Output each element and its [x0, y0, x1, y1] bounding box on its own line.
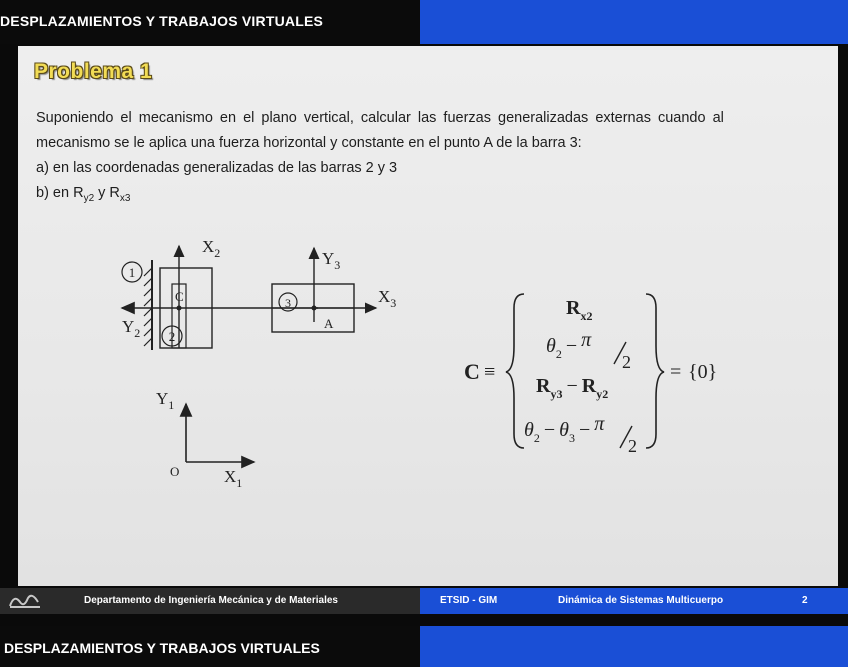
- label-o: O: [170, 464, 180, 479]
- label-x2: $X_2$: [202, 237, 221, 260]
- next-slide-title-bar: [0, 626, 848, 667]
- label-x1: $X_1$: [224, 467, 243, 490]
- title-bar-right: [420, 0, 848, 44]
- department-logo-icon: [8, 592, 42, 610]
- row1-term: $R_{x2}$: [566, 297, 593, 323]
- equation-equals: =: [670, 361, 682, 383]
- constraint-equation: [464, 294, 717, 456]
- label-y3: $Y_3$: [322, 249, 341, 272]
- right-brace: [646, 294, 664, 448]
- row2-term: $\theta_2 - \pi$: [546, 329, 592, 361]
- row2-denominator: 2: [622, 352, 631, 372]
- row4-denominator: 2: [628, 436, 637, 456]
- item-b: b) en $R_{y2}$ y $R_{x3}$: [36, 185, 131, 204]
- top-title-bar: [0, 0, 848, 44]
- label-3: 3: [285, 296, 291, 310]
- footer-course: Dinámica de Sistemas Multicuerpo: [558, 595, 724, 606]
- footer-department: Departamento de Ingeniería Mecánica y de Materiales: [84, 595, 338, 606]
- label-x3: $X_3$: [378, 287, 397, 310]
- left-brace: [506, 294, 524, 448]
- label-c: C: [175, 289, 184, 304]
- problem-statement-line1: Suponiendo el mecanismo en el plano vertical, calcular las fuerzas generalizadas externas cuando al: [36, 110, 724, 126]
- next-section-title: DESPLAZAMIENTOS Y TRABAJOS VIRTUALES: [4, 640, 320, 656]
- label-1: 1: [128, 265, 136, 280]
- section-title: DESPLAZAMIENTOS Y TRABAJOS VIRTUALES: [0, 13, 324, 29]
- label-y1: $Y_1$: [156, 389, 175, 412]
- footer-page-number: 2: [802, 595, 808, 606]
- item-a: a) en las coordenadas generalizadas de las barras 2 y 3: [36, 160, 398, 176]
- equation-rhs: {0}: [688, 361, 718, 383]
- fixed-wall: [144, 260, 152, 350]
- slide-content: [18, 46, 838, 586]
- row4-term: $\theta_2 - \theta_3 - \pi$: [524, 413, 605, 445]
- equation-equiv: ≡: [484, 361, 496, 383]
- next-title-bar-right: [420, 626, 848, 667]
- joint-c: [177, 306, 182, 311]
- label-y2: $Y_2$: [122, 317, 141, 340]
- problem-heading: Problema 1: [34, 60, 153, 83]
- footer-school: ETSID - GIM: [440, 595, 498, 606]
- slide-footer: [0, 588, 848, 614]
- equation-lhs: C: [464, 359, 480, 384]
- row3-term: $R_{y3} - R_{y2}$: [536, 375, 609, 401]
- problem-statement-line2: mecanismo se le aplica una fuerza horizontal y constante en el punto A de la barra 3:: [36, 135, 582, 151]
- label-2: 2: [168, 329, 176, 344]
- label-a: A: [324, 316, 334, 331]
- mechanism-diagram: [18, 46, 838, 586]
- joint-a: [312, 306, 317, 311]
